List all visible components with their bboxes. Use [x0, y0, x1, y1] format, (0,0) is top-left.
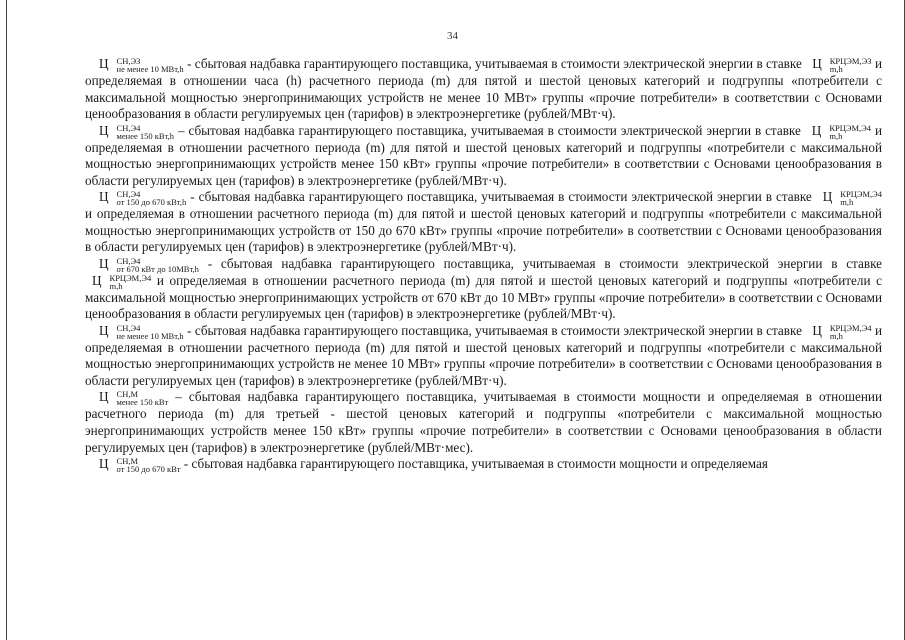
page-number: 34: [447, 30, 458, 42]
symbol-superscript: КРЦЭМ,Э4: [829, 122, 872, 133]
symbol-superscript: СН,Э4: [116, 189, 141, 200]
formula-symbol: [805, 123, 871, 140]
symbol-base: Ц: [811, 122, 822, 138]
symbol-superscript: СН,М: [116, 456, 139, 467]
formula-symbol: [92, 123, 174, 140]
formula-symbol: [92, 189, 186, 206]
formula-symbol: [85, 273, 151, 290]
formula-symbol: [92, 456, 180, 473]
symbol-indices: [110, 457, 181, 473]
symbol-superscript: КРЦЭМ,Э4: [829, 322, 872, 333]
definition-paragraph: [85, 123, 882, 190]
symbol-indices: [823, 324, 872, 340]
symbol-base: Ц: [822, 189, 833, 205]
symbol-indices: [110, 190, 187, 206]
symbol-indices: [110, 57, 184, 73]
definition-paragraph: [85, 323, 882, 390]
definition-paragraph: [85, 456, 882, 473]
paragraph-text: - сбытовая надбавка гарантирующего поставщика, учитываемая в стоимости электрической энергии в ставке: [183, 56, 806, 71]
formula-symbol: [816, 189, 882, 206]
symbol-subscript: от 150 до 670 кВт: [116, 464, 181, 475]
body-text: [85, 56, 882, 473]
paragraph-text: - сбытовая надбавка гарантирующего поставщика, учитываемая в стоимости электрической энергии в ставке: [186, 189, 816, 205]
symbol-base: Ц: [99, 255, 109, 271]
paragraph-text: и определяемая в отношении расчетного периода (m) для пятой и шестой ценовых категорий и подгруппы «потребители с максимальной мощностью энергопринимающих устройств менее 150 кВт» группы «прочие потребители» в соответствии с Основами ценообразования в области регулируемых цен (тарифов) в электроэнергетике (рублей/МВт·ч).: [85, 122, 883, 188]
formula-symbol: [92, 56, 184, 73]
symbol-subscript: m,h: [829, 330, 843, 341]
paragraph-text: - сбытовая надбавка гарантирующего поставщика, учитываемая в стоимости электрической энергии в ставке: [198, 255, 882, 271]
symbol-subscript: менее 150 кВт: [116, 397, 169, 408]
symbol-base: Ц: [92, 272, 102, 288]
symbol-base: Ц: [99, 456, 109, 472]
symbol-indices: [822, 124, 871, 140]
symbol-subscript: менее 150 кВт,h: [116, 130, 175, 141]
paragraph-text: и определяемая в отношении расчетного периода (m) для пятой и шестой ценовых категорий и подгруппы «потребители с максимальной мощностью энергопринимающих устройств от 150 до 670 кВт» группы «прочие потребители» в соответствии с Основами ценообразования в области регулируемых цен (тарифов) в электроэнергетике (рублей/МВт·ч).: [85, 206, 882, 255]
symbol-subscript: m,h: [829, 63, 843, 74]
formula-symbol: [805, 56, 871, 73]
formula-symbol: [92, 323, 184, 340]
symbol-superscript: СН,Э4: [116, 255, 141, 266]
symbol-superscript: СН,Э4: [116, 322, 141, 333]
paragraph-text: и определяемая в отношении расчетного периода (m) для пятой и шестой ценовых категорий и подгруппы «потребители с максимальной мощностью энергопринимающих устройств не менее 10 МВт» группы «прочие потребители» в соответствии с Основами ценообразования в области регулируемых цен (тарифов) в электроэнергетике (рублей/МВт·ч).: [85, 322, 883, 388]
paragraph-text: - сбытовая надбавка гарантирующего поставщика, учитываемая в стоимости мощности и определяемая: [180, 456, 768, 472]
symbol-subscript: не менее 10 МВт,h: [116, 63, 184, 74]
symbol-superscript: КРЦЭМ,ЭЗ: [829, 55, 872, 66]
symbol-subscript: m,h: [109, 280, 123, 291]
definition-paragraph: [85, 389, 882, 456]
formula-symbol: [92, 256, 199, 273]
symbol-indices: [110, 324, 184, 340]
paragraph-text: и определяемая в отношении расчетного периода (m) для пятой и шестой ценовых категорий и подгруппы «потребители с максимальной мощностью энергопринимающих устройств от 670 кВт до 10 МВт» группы «прочие потребители» в соответствии с Основами ценообразования в области регулируемых цен (тарифов) в электроэнергетике (рублей/МВт·ч).: [85, 272, 882, 322]
symbol-superscript: СН,Э4: [116, 122, 141, 133]
symbol-subscript: m,h: [829, 130, 843, 141]
symbol-indices: [833, 190, 882, 206]
symbol-superscript: СН,ЭЗ: [116, 55, 141, 66]
definition-paragraph: [85, 56, 882, 123]
symbol-base: Ц: [812, 322, 822, 338]
scan-edge-left: [6, 0, 7, 640]
definition-paragraph: [85, 256, 882, 323]
symbol-base: Ц: [99, 389, 109, 405]
paragraph-text: - сбытовая надбавка гарантирующего поставщика, учитываемая в стоимости электрической энергии в ставке: [183, 322, 806, 338]
symbol-superscript: СН,М: [116, 389, 139, 400]
symbol-indices: [103, 274, 152, 290]
formula-symbol: [92, 389, 168, 406]
symbol-base: Ц: [812, 56, 822, 71]
symbol-base: Ц: [99, 322, 109, 338]
symbol-subscript: от 670 кВт до 10МВт,h: [116, 263, 199, 274]
symbol-base: Ц: [99, 56, 109, 71]
paragraph-text: и определяемая в отношении часа (h) расчетного периода (m) для пятой и шестой ценовых категорий и подгруппы «потребители с максимальной мощностью энергопринимающих устройств не менее 10 МВт» группы «прочие потребители» в соответствии с Основами ценообразования в области регулируемых цен (тарифов) в электроэнергетике (рублей/МВт·ч).: [85, 56, 882, 122]
symbol-superscript: КРЦЭМ,Э4: [840, 189, 882, 200]
definition-paragraph: [85, 189, 882, 256]
symbol-subscript: m,h: [840, 197, 854, 208]
paragraph-text: – сбытовая надбавка гарантирующего поставщика, учитываемая в стоимости мощности и определяемая в отношении расчетного периода (m) для третьей - шестой ценовых категорий и подгруппы «потребители с максимальной мощностью энергопринимающих устройств менее 150 кВт» группы «прочие потребители» в соответствии с Основами ценообразования в области регулируемых цен (тарифов) в электроэнергетике (рублей/МВт·мес).: [85, 389, 882, 455]
symbol-indices: [110, 124, 175, 140]
symbol-superscript: КРЦЭМ,Э4: [109, 272, 152, 283]
symbol-base: Ц: [99, 122, 109, 138]
symbol-indices: [823, 57, 872, 73]
paragraph-text: – сбытовая надбавка гарантирующего поставщика, учитываемая в стоимости электрической энергии в ставке: [174, 122, 805, 138]
symbol-indices: [110, 257, 199, 273]
symbol-subscript: от 150 до 670 кВт,h: [116, 197, 187, 208]
symbol-indices: [110, 390, 169, 406]
formula-symbol: [805, 323, 871, 340]
symbol-base: Ц: [99, 189, 109, 205]
symbol-subscript: не менее 10 МВт,h: [116, 330, 184, 341]
